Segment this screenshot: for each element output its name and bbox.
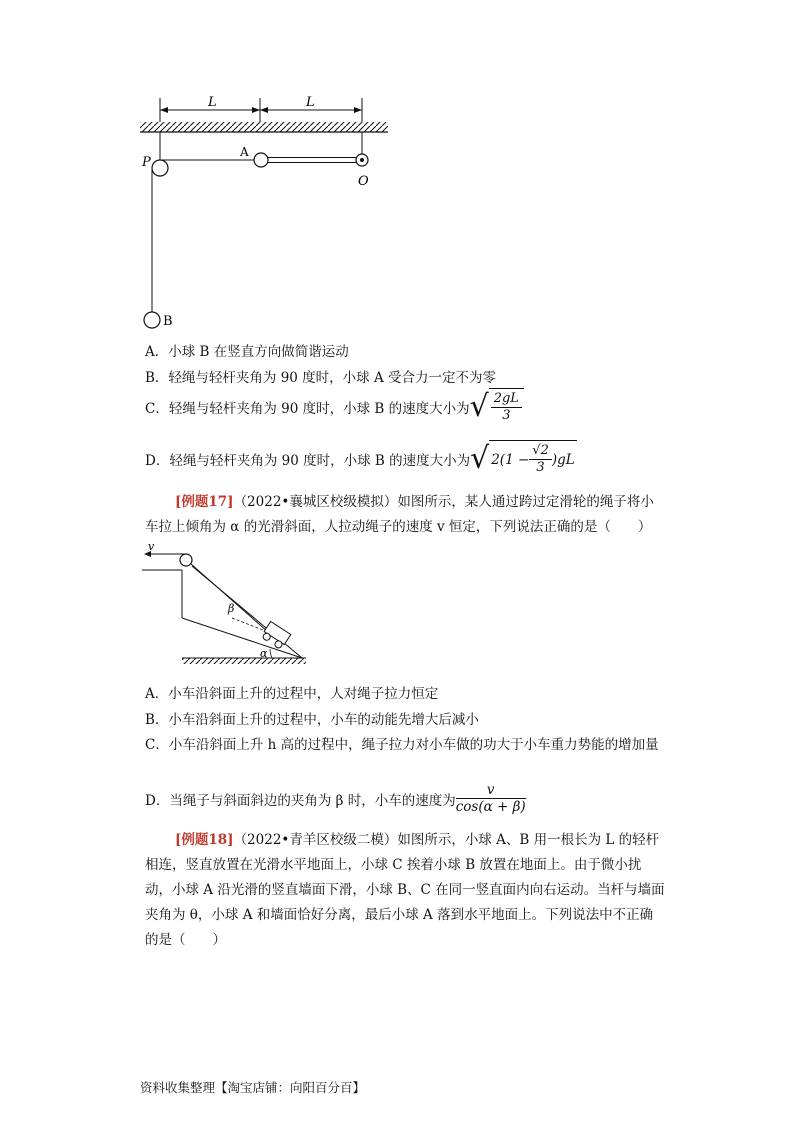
dim-label-l2: L bbox=[306, 95, 315, 110]
example-18 bbox=[145, 828, 665, 953]
footer-source: 资料收集整理【淘宝店铺：向阳百分百】 bbox=[140, 1080, 366, 1095]
option-d-den: 3 bbox=[536, 460, 545, 475]
example-18-text: （2022•青羊区校级二模）如图所示，小球 A、B 用一根长为 L 的轻杆相连，竖直放置在光滑水平地面上，小球 C 挨着小球 B 放置在地面上。由于微小扰动，小球 A 沿光滑的竖直墙面下滑，小球 B、C 在同一竖直面内向右运动。当杆与墙面夹角为 θ，小球 A 和墙面恰好分离，最后小球 A 落到水平地面上。下列说法中不正确的是（ ） bbox=[145, 832, 665, 948]
option-d-q2-num: v bbox=[456, 782, 526, 799]
label-b: B bbox=[163, 314, 173, 329]
option-d-q2 bbox=[145, 782, 526, 815]
figure-incline-cart bbox=[140, 540, 320, 670]
option-c-q1-sqrt: √ $\frac{2gL}{3}$ bbox=[470, 388, 524, 426]
option-c-den: 3 bbox=[502, 408, 511, 423]
option-d-q1 bbox=[145, 440, 577, 478]
example-17 bbox=[145, 490, 665, 540]
option-d-q2-text: D．当绳子与斜面斜边的夹角为 β 时，小车的速度为 bbox=[145, 792, 456, 809]
option-b-q2: B．小车沿斜面上升的过程中，小车的动能先增大后减小 bbox=[145, 712, 479, 728]
option-a-q1: A．小球 B 在竖直方向做简谐运动 bbox=[145, 344, 349, 360]
label-p: P bbox=[142, 155, 151, 170]
label-a: A bbox=[240, 145, 249, 159]
example-17-text: （2022•襄城区校级模拟）如图所示，某人通过跨过定滑轮的绳子将小车拉上倾角为 α 的光滑斜面，人拉动绳子的速度 v 恒定，下列说法正确的是（ ） bbox=[145, 494, 654, 535]
label-alpha: α bbox=[260, 647, 268, 660]
dim-label-l1: L bbox=[208, 95, 217, 110]
option-a-q2: A．小车沿斜面上升的过程中，人对绳子拉力恒定 bbox=[145, 686, 439, 702]
example-17-tag: [例题17] bbox=[175, 494, 234, 510]
label-o: O bbox=[358, 174, 369, 189]
option-d-q1-text: D．轻绳与轻杆夹角为 90 度时，小球 B 的速度大小为 bbox=[145, 453, 471, 469]
option-d-expr-b: )gL bbox=[551, 451, 575, 468]
label-beta: β bbox=[228, 602, 235, 615]
option-d-sqrt2: √2 bbox=[529, 443, 552, 460]
option-c-q1 bbox=[145, 388, 524, 426]
option-d-q1-sqrt: √ 2(1 − $\frac{√2}{3}$ )gL bbox=[470, 441, 575, 476]
example-18-tag: [例题18] bbox=[175, 832, 234, 848]
option-d-expr-a: 2(1 − bbox=[491, 451, 530, 468]
option-c-q1-text: C．轻绳与轻杆夹角为 90 度时，小球 B 的速度大小为 bbox=[145, 401, 470, 417]
option-c-q2: C．小车沿斜面上升 h 高的过程中，绳子拉力对小车做的功大于小车重力势能的增加量 bbox=[145, 737, 659, 753]
label-v: v bbox=[148, 540, 155, 553]
figure-pulley-rod bbox=[130, 90, 390, 340]
option-c-num: 2gL bbox=[491, 391, 522, 408]
option-d-q2-den: cos(α + β) bbox=[455, 799, 526, 815]
option-b-q1: B．轻绳与轻杆夹角为 90 度时，小球 A 受合力一定不为零 bbox=[145, 370, 497, 386]
